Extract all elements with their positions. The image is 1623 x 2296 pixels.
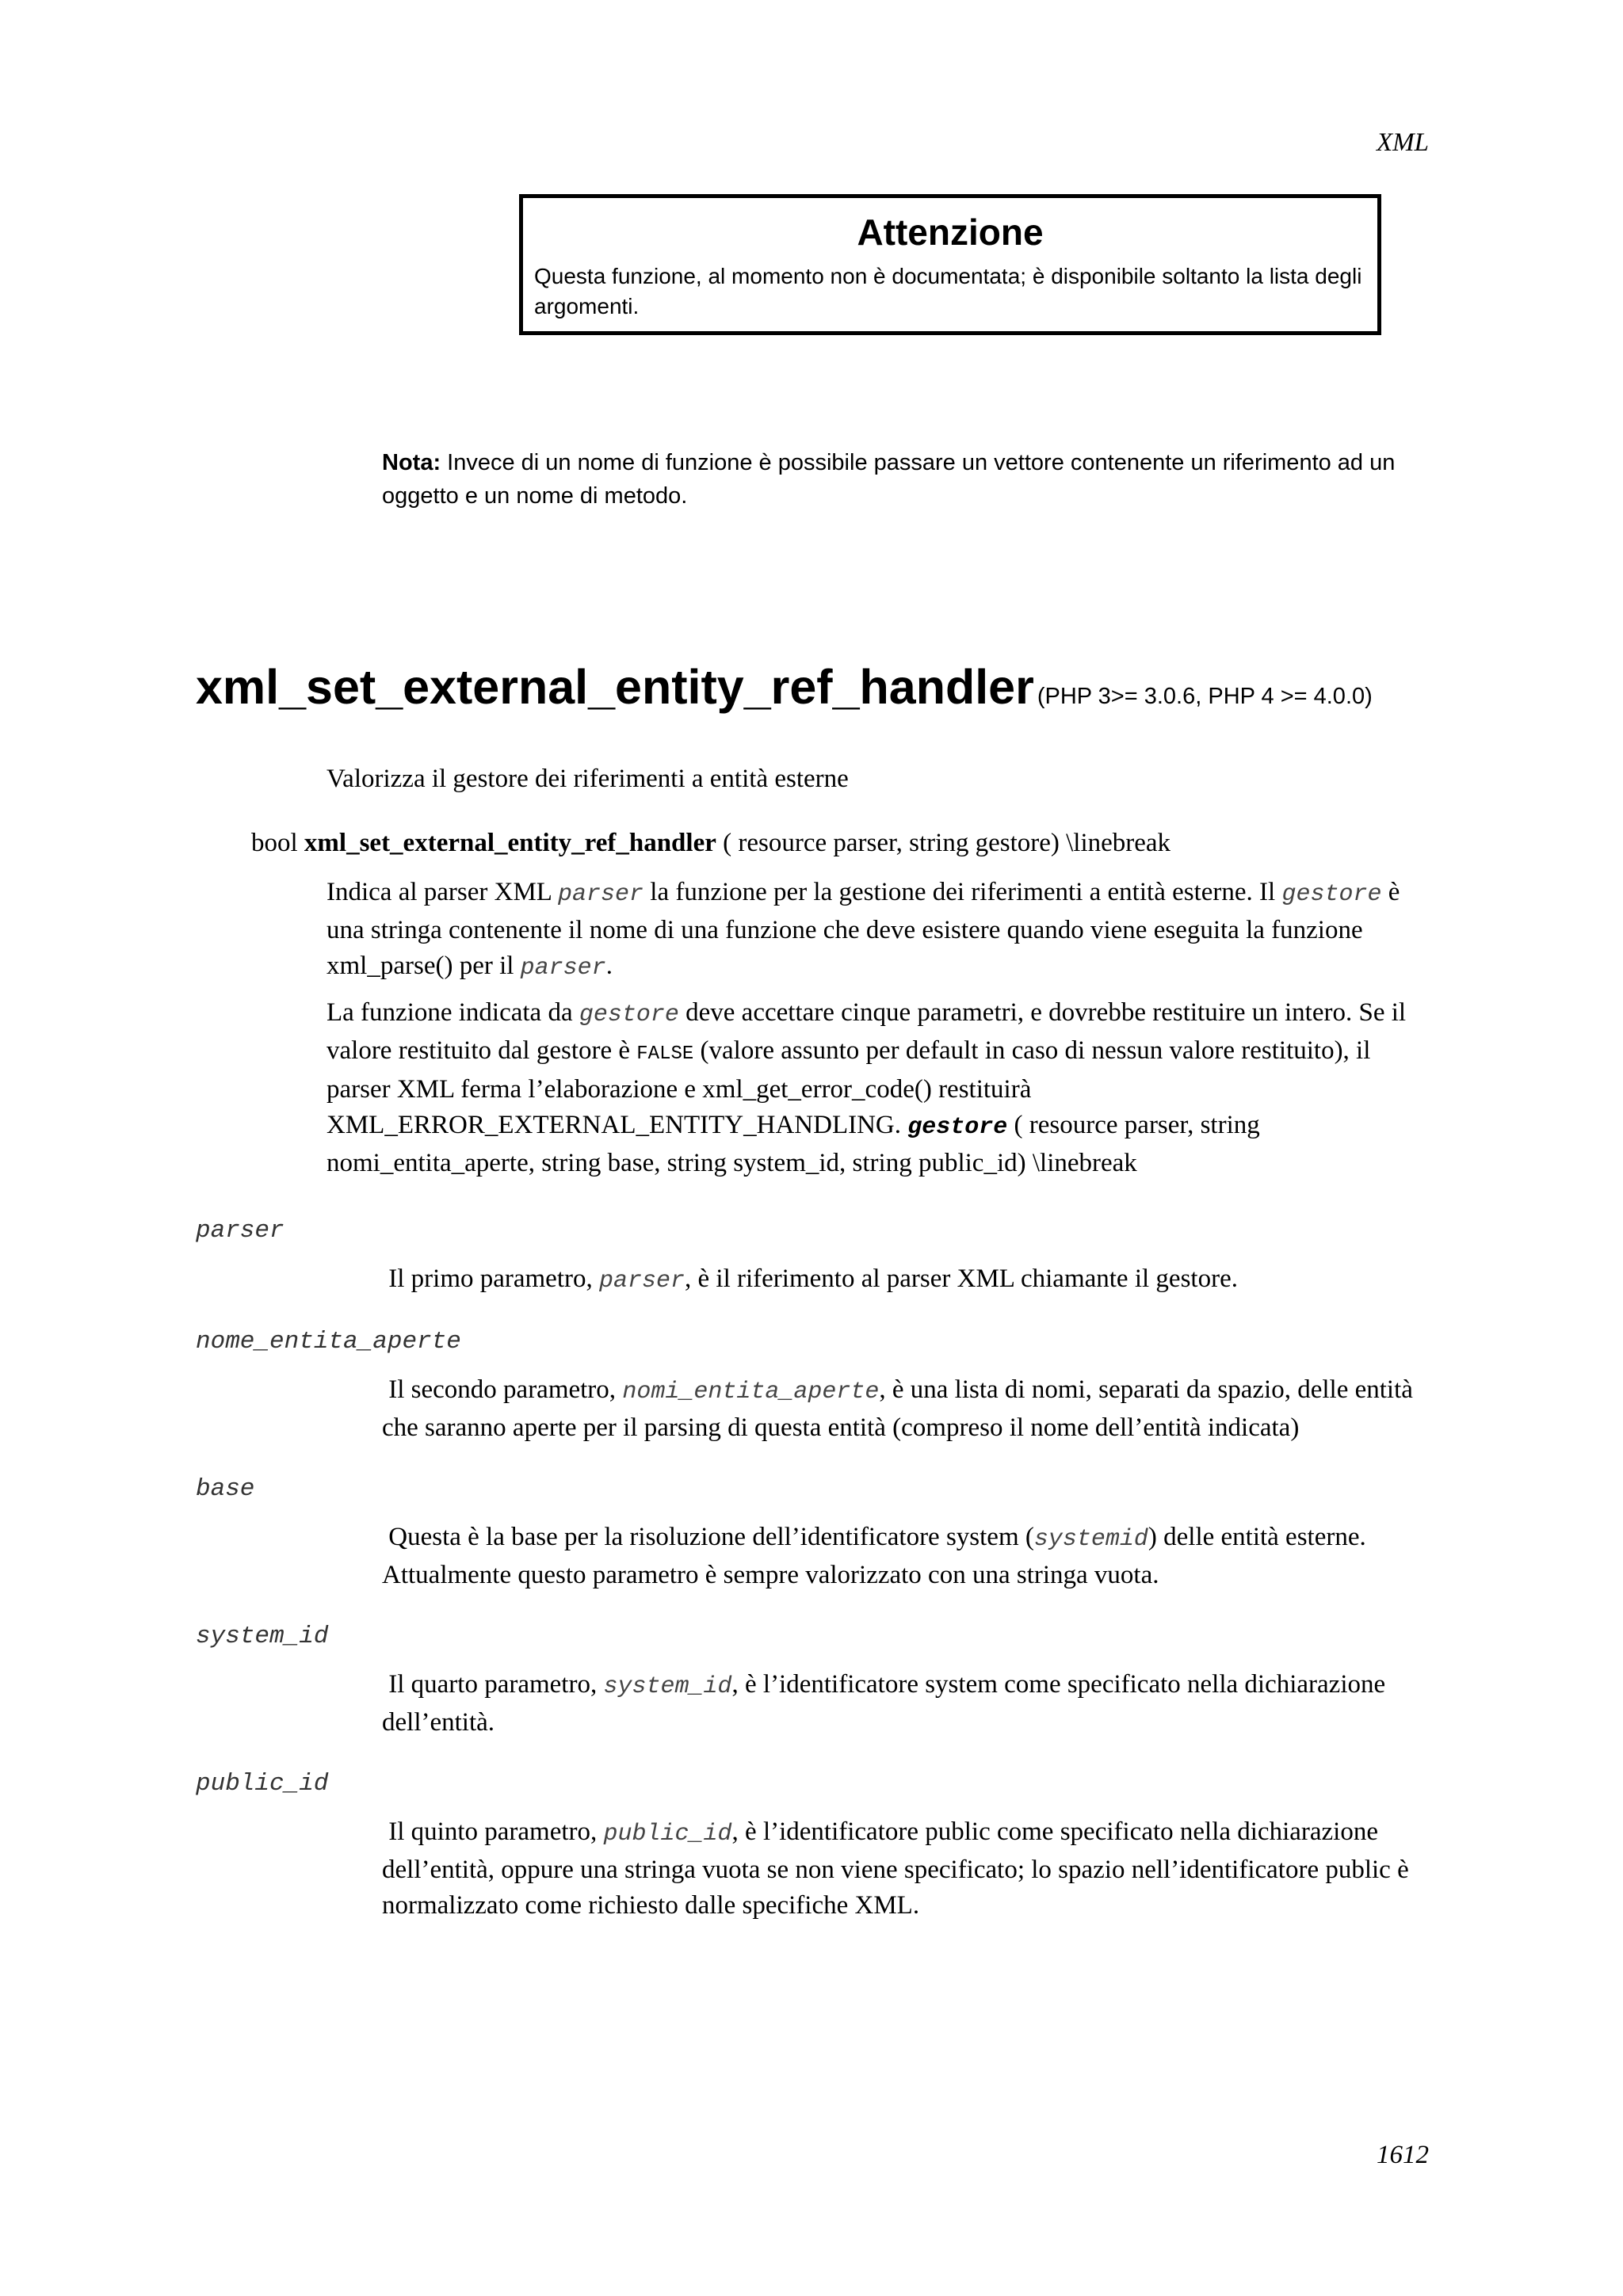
warning-title: Attenzione	[857, 212, 1044, 253]
function-name: xml_set_external_entity_ref_handler	[196, 660, 1034, 714]
def-text: ) delle entità esterne. Attualmente questo parametro è sempre valorizzato con una stringa vuota.	[382, 1523, 1366, 1589]
param-term: public_id	[196, 1770, 329, 1798]
param-definition	[382, 1667, 1428, 1741]
function-version: (PHP 3>= 3.0.6, PHP 4 >= 4.0.0)	[1037, 684, 1373, 709]
inline-code: systemid	[1033, 1526, 1148, 1553]
param-term: base	[196, 1475, 255, 1503]
param-definition	[382, 1372, 1428, 1446]
warning-text: Questa funzione, al momento non è documentata; è disponibile soltanto la lista degli argomenti.	[534, 264, 1362, 318]
description-paragraph-1	[327, 875, 1428, 986]
def-text: Il primo parametro,	[388, 1264, 599, 1293]
inline-code: gestore	[579, 1001, 679, 1028]
param-term: system_id	[196, 1623, 329, 1650]
warning-box	[519, 194, 1381, 335]
synopsis-return-type: bool	[251, 829, 298, 857]
param-definition	[382, 1814, 1428, 1924]
desc-text: (valore assunto per default in caso di nessun valore restituito), il parser XML ferma l’elaborazione e xml_get_error_code() restituirà XML_ERROR_EXTERNAL_ENTITY_HANDLING.	[327, 1036, 1371, 1139]
def-text: , è l’identificatore public come specificato nella dichiarazione dell’entità, oppure una stringa vuota se non viene specificato; lo spazio nell’identificatore public è normalizzato come richiesto dalle specifiche XML.	[382, 1817, 1409, 1920]
note-text: Invece di un nome di funzione è possibile passare un vettore contenente un riferimento ad un oggetto e un nome di metodo.	[382, 450, 1396, 509]
def-text: Il secondo parametro,	[388, 1375, 623, 1404]
inline-function-name: gestore	[907, 1114, 1008, 1141]
param-definition	[382, 1261, 1428, 1299]
param-definition	[382, 1520, 1428, 1593]
param-term: nome_entita_aperte	[196, 1328, 461, 1356]
param-term: parser	[196, 1217, 285, 1245]
def-text: , è una lista di nomi, separati da spazio, delle entità che saranno aperte per il parsing di questa entità (compreso il nome dell’entità indicata)	[382, 1375, 1413, 1442]
note-label: Nota:	[382, 450, 441, 475]
running-header: XML	[1377, 128, 1429, 157]
desc-text: Indica al parser XML	[327, 878, 558, 906]
def-text: Il quarto parametro,	[388, 1670, 604, 1699]
function-purpose: Valorizza il gestore dei riferimenti a entità esterne	[327, 765, 849, 793]
desc-text: .	[605, 952, 613, 980]
def-text: , è l’identificatore system come specificato nella dichiarazione dell’entità.	[382, 1670, 1386, 1737]
desc-text: è una stringa contenente il nome di una funzione che deve esistere quando viene eseguita la funzione xml_parse() per il	[327, 878, 1400, 980]
inline-code: parser	[520, 955, 606, 982]
desc-text: ( resource parser, string nomi_entita_aperte, string base, string system_id, string public_id) \linebreak	[327, 1111, 1260, 1177]
desc-text: deve accettare cinque parametri, e dovrebbe restituire un intero. Se il valore restituito dal gestore è	[327, 998, 1407, 1065]
inline-code: nomi_entita_aperte	[622, 1379, 880, 1405]
inline-code: public_id	[603, 1821, 732, 1848]
inline-code: gestore	[1281, 881, 1382, 908]
synopsis-args: ( resource parser, string gestore) \linebreak	[723, 829, 1171, 857]
def-text: Questa è la base per la risoluzione dell’identificatore system (	[388, 1523, 1034, 1551]
description-paragraph-2	[327, 995, 1428, 1181]
inline-code: system_id	[603, 1673, 732, 1700]
page-number: 1612	[1377, 2141, 1429, 2169]
inline-code: parser	[558, 881, 644, 908]
function-title	[196, 659, 1373, 715]
def-text: Il quinto parametro,	[388, 1817, 604, 1846]
desc-text: La funzione indicata da	[327, 998, 579, 1027]
def-text: , è il riferimento al parser XML chiamante il gestore.	[685, 1264, 1238, 1293]
desc-text: la funzione per la gestione dei riferimenti a entità esterne. Il	[643, 878, 1282, 906]
inline-constant: FALSE	[636, 1043, 694, 1065]
inline-code: parser	[599, 1268, 685, 1295]
synopsis-function-name: xml_set_external_entity_ref_handler	[304, 829, 716, 857]
function-synopsis	[251, 829, 1170, 858]
note	[382, 446, 1428, 513]
